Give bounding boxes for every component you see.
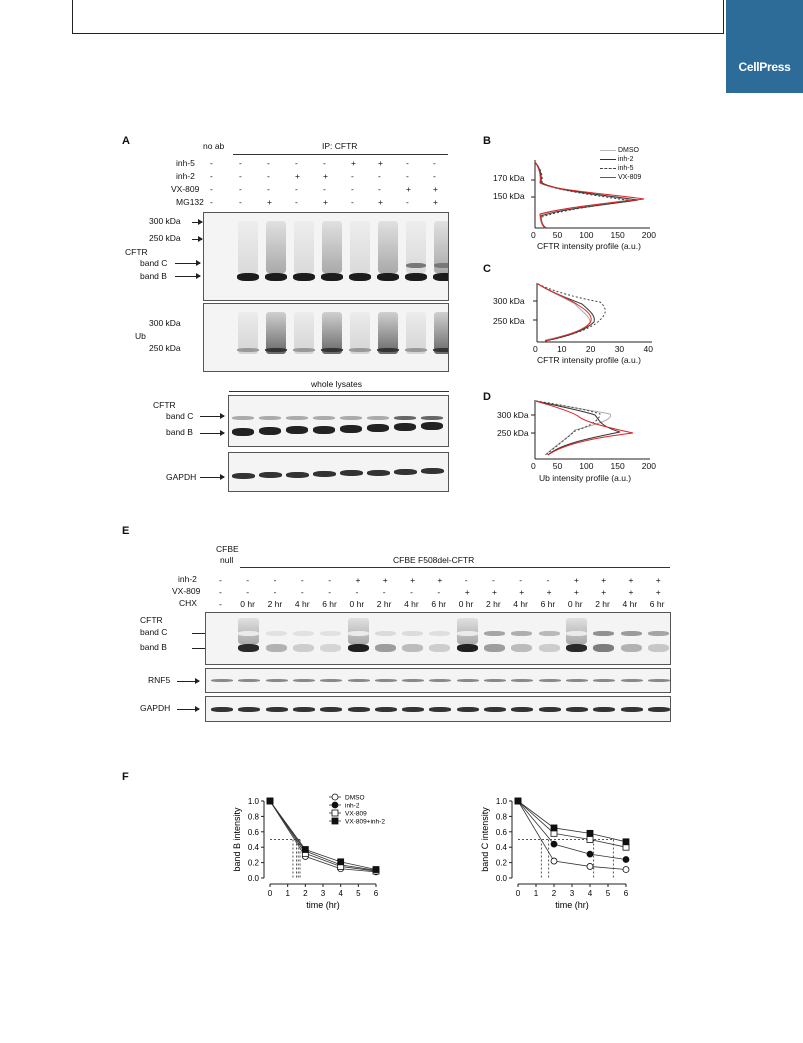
e-cond-symbol: 6 hr bbox=[649, 599, 665, 609]
panel-b-letter: B bbox=[483, 135, 491, 147]
wl-gapdh-label: GAPDH bbox=[166, 472, 197, 482]
a-cond-symbol: - bbox=[433, 158, 436, 168]
a-cond-symbol: - bbox=[406, 171, 409, 181]
cfbe-f508del-label: CFBE F508del-CFTR bbox=[393, 555, 475, 565]
a-row-label: inh-5 bbox=[176, 158, 195, 168]
f-left-ylabel: band B intensity bbox=[232, 807, 242, 872]
f-left-point bbox=[302, 847, 308, 853]
f-left-xtick-label: 5 bbox=[356, 889, 361, 898]
a-cond-symbol: - bbox=[295, 184, 298, 194]
a-cond-symbol: + bbox=[323, 171, 328, 181]
whole-lysates-label: whole lysates bbox=[311, 379, 363, 389]
f-left-ytick-label: 0.6 bbox=[247, 827, 259, 837]
e-cond-symbol: - bbox=[410, 587, 413, 597]
e-cond-symbol: + bbox=[519, 587, 525, 597]
f-legend-label: VX-809+inh-2 bbox=[345, 818, 385, 826]
a-cond-symbol: - bbox=[433, 171, 436, 181]
a-cond-symbol: - bbox=[239, 197, 242, 207]
e-cond-symbol: 2 hr bbox=[595, 599, 610, 609]
panel-f-letter: F bbox=[122, 771, 129, 783]
e-cond-symbol: + bbox=[382, 575, 388, 585]
f-right-point bbox=[551, 858, 557, 864]
e-inh2-label: inh-2 bbox=[178, 574, 197, 584]
e-cond-symbol: + bbox=[410, 575, 416, 585]
f-right-xtick-label: 5 bbox=[605, 889, 611, 898]
e-cond-symbol: - bbox=[492, 575, 495, 585]
a-cond-symbol: - bbox=[239, 158, 242, 168]
a-cond-symbol: + bbox=[433, 197, 438, 207]
f-right-point bbox=[551, 825, 557, 831]
a-250-kda: 250 kDa bbox=[149, 233, 181, 243]
e-cond-symbol: + bbox=[655, 575, 661, 585]
a-cond-symbol: - bbox=[406, 158, 409, 168]
f-right-xlabel: time (hr) bbox=[555, 900, 589, 910]
e-cond-symbol: - bbox=[273, 587, 277, 597]
a-cond-symbol: - bbox=[210, 171, 213, 181]
f-legend-label: DMSO bbox=[345, 794, 365, 802]
cfbe-null-2: null bbox=[220, 555, 234, 565]
f-right-xtick-label: 0 bbox=[515, 889, 521, 898]
panel-e-letter: E bbox=[122, 525, 130, 537]
f-left-ytick-label: 0.0 bbox=[247, 874, 259, 883]
e-cond-symbol: 2 hr bbox=[267, 599, 283, 609]
a-cond-symbol: - bbox=[210, 184, 213, 194]
a-cond-symbol: - bbox=[295, 197, 298, 207]
e-cond-symbol: - bbox=[546, 575, 550, 585]
f-right-point bbox=[515, 798, 521, 804]
a-bandc-label: band C bbox=[140, 258, 168, 268]
f-right-series-line bbox=[518, 801, 626, 870]
a-row-label: inh-2 bbox=[176, 171, 195, 181]
f-right-ylabel: band C intensity bbox=[480, 807, 490, 872]
ub-250-kda: 250 kDa bbox=[149, 343, 181, 353]
e-cond-symbol: - bbox=[519, 575, 523, 585]
a-cftr-label: CFTR bbox=[125, 247, 148, 257]
a-cond-symbol: + bbox=[433, 184, 438, 194]
panel-a-letter: A bbox=[122, 135, 130, 147]
e-cond-symbol: + bbox=[628, 587, 634, 597]
legend-inh2: inh-2 bbox=[600, 155, 641, 164]
e-cond-symbol: - bbox=[382, 587, 386, 597]
a-cond-symbol: - bbox=[239, 171, 242, 181]
a-cond-symbol: + bbox=[323, 197, 328, 207]
e-chx-label: CHX bbox=[179, 598, 197, 608]
c-300-kda: 300 kDa bbox=[493, 296, 525, 306]
e-cond-symbol: 0 hr bbox=[458, 599, 474, 609]
a-cond-symbol: - bbox=[267, 158, 270, 168]
f-legend-marker bbox=[332, 810, 338, 816]
d-300-kda: 300 kDa bbox=[497, 410, 529, 420]
d-250-kda: 250 kDa bbox=[497, 428, 529, 438]
e-cond-symbol: - bbox=[246, 587, 250, 597]
a-cond-symbol: + bbox=[351, 158, 356, 168]
f-right-xtick-label: 2 bbox=[551, 889, 557, 898]
a-row-label: MG132 bbox=[176, 197, 204, 207]
e-cond-symbol: - bbox=[300, 575, 304, 585]
f-left-xtick-label: 0 bbox=[267, 889, 273, 898]
e-cond-symbol: + bbox=[546, 587, 552, 597]
f-right-point bbox=[551, 841, 557, 847]
f-right-ytick-label: 0.4 bbox=[495, 843, 507, 853]
e-cond-symbol: 2 hr bbox=[486, 599, 501, 609]
a-cond-symbol: - bbox=[406, 197, 409, 207]
cellpress-logo: CellPress bbox=[726, 0, 803, 93]
a-cond-symbol: - bbox=[267, 171, 270, 181]
e-cond-symbol: - bbox=[219, 575, 222, 585]
f-left-point bbox=[338, 859, 344, 865]
a-cond-symbol: - bbox=[323, 184, 326, 194]
legend-inh5: inh-5 bbox=[600, 164, 641, 173]
f-right-point bbox=[623, 839, 629, 845]
e-cond-symbol: - bbox=[246, 575, 250, 585]
f-left-ytick-label: 0.2 bbox=[247, 858, 259, 868]
a-cond-symbol: + bbox=[378, 197, 383, 207]
f-right-ytick-label: 1.0 bbox=[495, 797, 507, 806]
f-right-point bbox=[623, 857, 629, 863]
b-150-kda: 150 kDa bbox=[493, 191, 525, 201]
f-right-point bbox=[587, 851, 593, 857]
f-left-xlabel: time (hr) bbox=[306, 900, 340, 910]
a-cond-symbol: + bbox=[295, 171, 300, 181]
e-cond-symbol: + bbox=[355, 575, 361, 585]
a-cond-symbol: - bbox=[210, 158, 213, 168]
f-left-point bbox=[267, 798, 273, 804]
e-cond-symbol: 6 hr bbox=[540, 599, 556, 609]
b-170-kda: 170 kDa bbox=[493, 173, 525, 183]
f-right-xtick-label: 3 bbox=[569, 889, 575, 898]
f-right-ytick-label: 0.2 bbox=[495, 858, 507, 868]
e-cond-symbol: + bbox=[573, 587, 579, 597]
f-right-point bbox=[623, 867, 629, 873]
e-cftr-label: CFTR bbox=[140, 615, 163, 625]
f-left-ytick-label: 0.8 bbox=[247, 812, 259, 822]
f-right-ytick-label: 0.6 bbox=[495, 827, 507, 837]
f-legend-marker bbox=[332, 802, 338, 808]
f-legend-label: inh-2 bbox=[345, 802, 360, 810]
a-cond-symbol: - bbox=[295, 158, 298, 168]
e-cond-symbol: 0 hr bbox=[349, 599, 365, 609]
f-right-xtick-label: 6 bbox=[623, 889, 629, 898]
e-bandb-label: band B bbox=[140, 642, 167, 652]
ub-label: Ub bbox=[135, 331, 146, 341]
f-legend-marker bbox=[332, 794, 338, 800]
a-cond-symbol: - bbox=[378, 184, 381, 194]
f-right-point bbox=[587, 837, 593, 843]
b-xlabel: CFTR intensity profile (a.u.) bbox=[537, 241, 641, 251]
a-cond-symbol: - bbox=[323, 158, 326, 168]
a-cond-symbol: + bbox=[267, 197, 272, 207]
d-xticks: 0 50 100 150 200 bbox=[531, 461, 656, 471]
e-cond-symbol: - bbox=[355, 587, 359, 597]
e-cond-symbol: - bbox=[219, 599, 222, 609]
panel-c-letter: C bbox=[483, 263, 491, 275]
e-cond-symbol: 6 hr bbox=[431, 599, 447, 609]
legend-vx809: VX-809 bbox=[600, 173, 641, 182]
e-cond-symbol: + bbox=[437, 575, 443, 585]
e-cond-symbol: + bbox=[655, 587, 661, 597]
e-cond-symbol: 2 hr bbox=[376, 599, 392, 609]
e-cond-symbol: + bbox=[492, 587, 497, 597]
e-cond-symbol: 4 hr bbox=[404, 599, 419, 609]
a-cond-symbol: - bbox=[239, 184, 242, 194]
e-cond-symbol: - bbox=[219, 587, 222, 597]
f-left-point bbox=[373, 867, 379, 873]
a-bandb-label: band B bbox=[140, 271, 167, 281]
cfbe-null-1: CFBE bbox=[216, 544, 239, 554]
e-cond-symbol: - bbox=[464, 575, 468, 585]
e-cond-symbol: + bbox=[628, 575, 634, 585]
e-cond-symbol: + bbox=[573, 575, 579, 585]
e-vx809-label: VX-809 bbox=[172, 586, 201, 596]
panel-d-letter: D bbox=[483, 391, 491, 403]
f-right-series-line bbox=[518, 801, 626, 842]
e-gapdh-label: GAPDH bbox=[140, 703, 171, 713]
e-cond-symbol: - bbox=[273, 575, 277, 585]
e-cond-symbol: + bbox=[464, 587, 470, 597]
f-right-xtick-label: 4 bbox=[587, 889, 593, 898]
ip-cftr-label: IP: CFTR bbox=[322, 141, 358, 151]
e-bandc-label: band C bbox=[140, 627, 168, 637]
f-left-xtick-label: 6 bbox=[373, 889, 379, 898]
c-xlabel: CFTR intensity profile (a.u.) bbox=[537, 355, 641, 365]
e-cond-symbol: - bbox=[328, 575, 332, 585]
e-cond-symbol: 4 hr bbox=[294, 599, 310, 609]
f-left-xtick-label: 2 bbox=[303, 889, 308, 898]
a-cond-symbol: - bbox=[378, 171, 381, 181]
f-right-series-line bbox=[518, 801, 626, 847]
no-ab-label: no ab bbox=[203, 141, 225, 151]
f-legend-marker bbox=[332, 818, 338, 824]
a-cond-symbol: + bbox=[378, 158, 383, 168]
wl-cftr-label: CFTR bbox=[153, 400, 176, 410]
f-left-ytick-label: 1.0 bbox=[247, 797, 259, 806]
wl-bandc-label: band C bbox=[166, 411, 194, 421]
legend-dmso: DMSO bbox=[600, 146, 641, 155]
e-cond-symbol: 4 hr bbox=[622, 599, 638, 609]
f-left-xtick-label: 3 bbox=[320, 889, 326, 898]
c-250-kda: 250 kDa bbox=[493, 316, 525, 326]
wl-bandb-label: band B bbox=[166, 427, 193, 437]
f-right-ytick-label: 0.8 bbox=[495, 812, 507, 822]
b-xticks: 0 50 100 150 200 bbox=[531, 230, 656, 240]
c-xticks: 0 10 20 30 40 bbox=[533, 344, 653, 354]
e-cond-symbol: 0 hr bbox=[567, 599, 583, 609]
a-cond-symbol: + bbox=[406, 184, 411, 194]
f-left-xtick-label: 1 bbox=[285, 889, 290, 898]
e-cond-symbol: 0 hr bbox=[240, 599, 255, 609]
e-cond-symbol: + bbox=[601, 587, 607, 597]
f-right-point bbox=[587, 863, 593, 869]
f-left-xtick-label: 4 bbox=[338, 889, 343, 898]
e-cond-symbol: - bbox=[300, 587, 304, 597]
f-right-point bbox=[587, 830, 593, 836]
a-cond-symbol: - bbox=[210, 197, 213, 207]
f-left-ytick-label: 0.4 bbox=[247, 843, 259, 853]
a-cond-symbol: - bbox=[267, 184, 270, 194]
e-cond-symbol: 6 hr bbox=[322, 599, 337, 609]
e-cond-symbol: 4 hr bbox=[513, 599, 528, 609]
a-cond-symbol: - bbox=[351, 171, 354, 181]
a-row-label: VX-809 bbox=[171, 184, 200, 194]
d-xlabel: Ub intensity profile (a.u.) bbox=[539, 473, 632, 483]
a-cond-symbol: - bbox=[351, 197, 354, 207]
ub-300-kda: 300 kDa bbox=[149, 318, 181, 328]
e-cond-symbol: - bbox=[437, 587, 441, 597]
a-300-kda: 300 kDa bbox=[149, 216, 181, 226]
f-right-xtick-label: 1 bbox=[533, 889, 539, 898]
f-legend-label: VX-809 bbox=[345, 810, 367, 818]
e-cond-symbol: + bbox=[601, 575, 607, 585]
e-cond-symbol: - bbox=[328, 587, 332, 597]
f-right-ytick-label: 0.0 bbox=[495, 874, 507, 883]
a-cond-symbol: - bbox=[351, 184, 354, 194]
e-rnf5-label: RNF5 bbox=[148, 675, 171, 685]
